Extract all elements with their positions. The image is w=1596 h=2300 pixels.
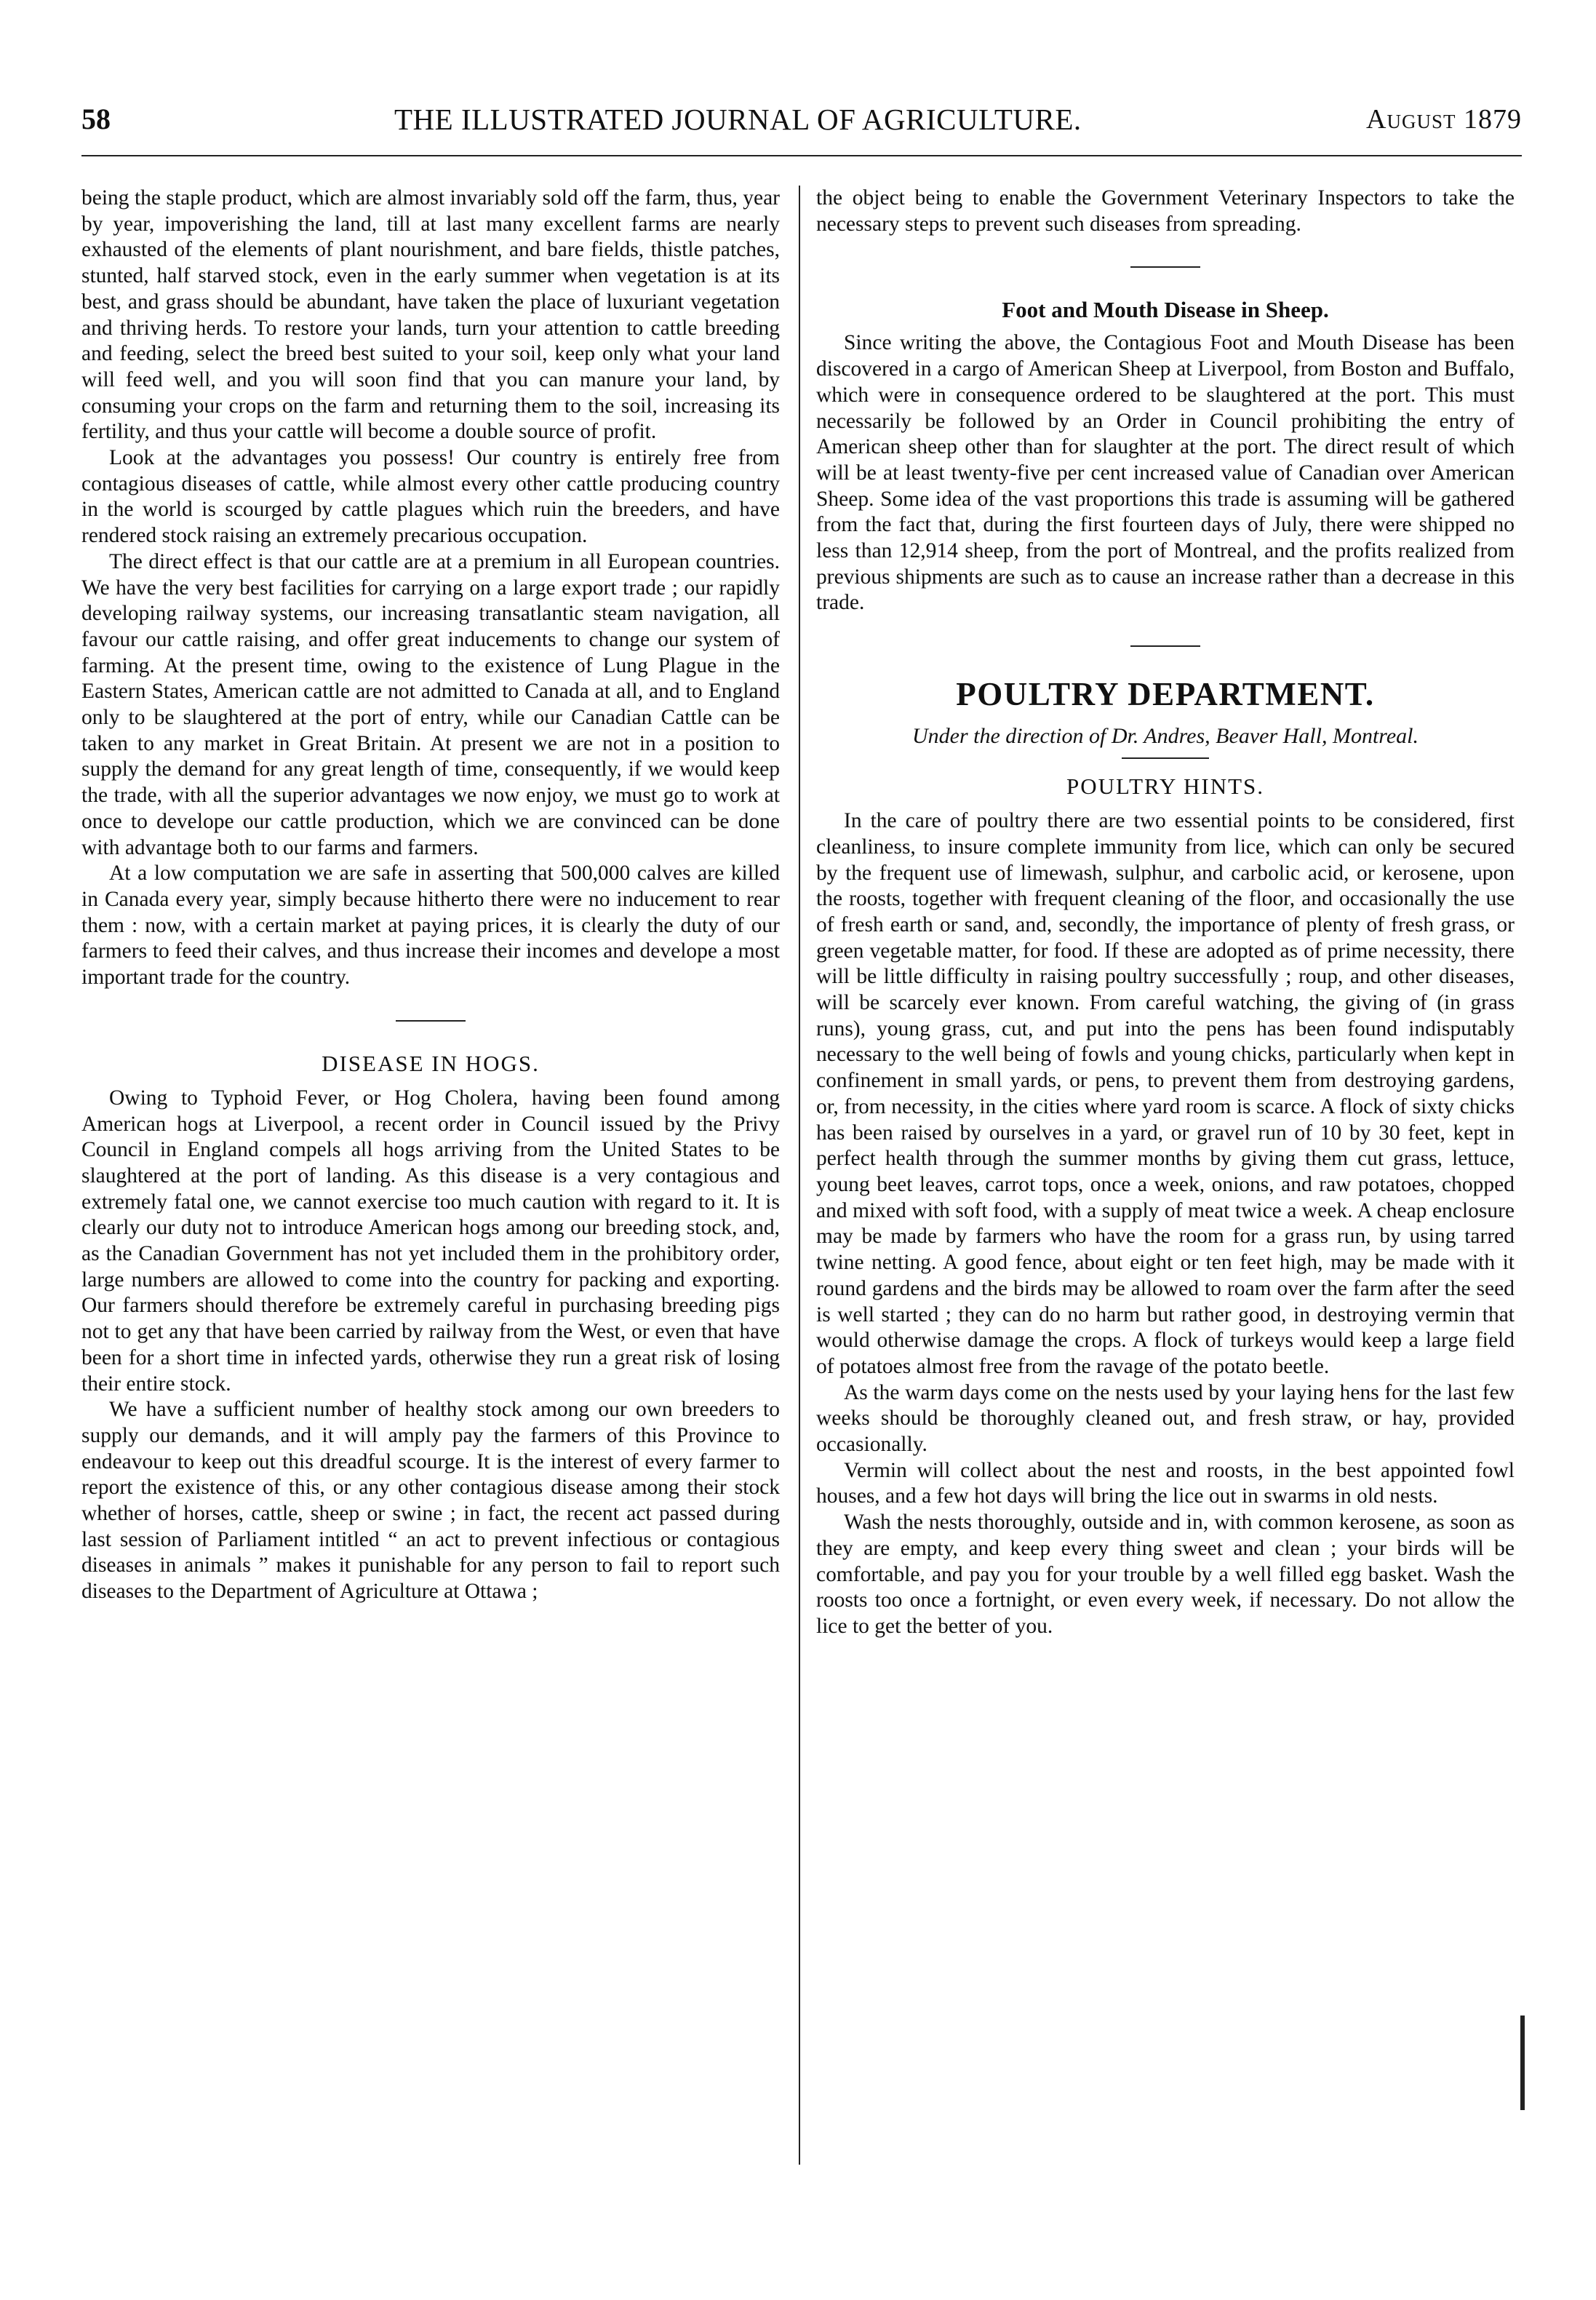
page-edge-mark <box>1520 2016 1525 2110</box>
department-rule <box>1122 757 1209 759</box>
article-paragraph: Since writing the above, the Contagious Foot and Mouth Disease has been discovered in a cargo of American Sheep at Liverpool, from Boston and Buffalo, which were in consequence ordered to be slaughtered at the port. This must necessarily be followed by an Order in Council prohibiting the entry of American sheep other than for slaughter at the port. The direct result of which will be at least twenty-five per cent increased value of Canadian over American Sheep. Some idea of the vast proportions this trade is assuming will be gathered from the fact that, during the first fourteen days of July, there were shipped no less than 12,914 sheep, from the port of Montreal, and the profits realized from previous shipments are such as to cause an increase rather than a decrease in this trade. <box>816 331 1515 615</box>
right-column <box>816 186 1515 1640</box>
article-paragraph: Wash the nests thoroughly, outside and in, with common kerosene, as soon as they are empty, and keep every thing sweet and clean ; your birds will be comfortable, and pay you for your trouble by a well filled egg basket. Wash the roosts too once a fortnight, or even every week, if necessary. Do not allow the lice to get the better of you. <box>816 1511 1515 1638</box>
article-paragraph: The direct effect is that our cattle are at a premium in all European countries. We have the very best facilities for carrying on a large export trade ; our rapidly developing railway systems, our increasing transatlantic steam navigation, all favour our cattle raising, and offer great inducements to change our system of farming. At the present time, owing to the existence of Lung Plague in the Eastern States, American cattle are not admitted to Canada at all, and to England only to be slaughtered at the port of entry, while our Canadian Cattle can be taken to any market in Great Britain. At present we are not in a position to supply the demand for any great length of time, consequently, if we would keep the trade, with all the superior advantages we now enjoy, we must go to work at once to develope our cattle production, which we are convinced can be done with advantage both to our farms and farmers. <box>81 549 780 859</box>
department-heading: POULTRY DEPARTMENT. <box>956 676 1375 713</box>
article-paragraph: Look at the advantages you possess! Our country is entirely free from contagious diseases of cattle, while almost every other cattle producing country in the world is scourged by cattle plagues which ruin the breeders, and have rendered stock raising an extremely precarious occupation. <box>81 446 780 548</box>
page-number: 58 <box>81 103 111 135</box>
section-heading-sheep: Foot and Mouth Disease in Sheep. <box>1002 297 1329 323</box>
section-heading-hogs: DISEASE IN HOGS. <box>322 1050 540 1076</box>
section-divider <box>1130 266 1200 268</box>
article-paragraph: Owing to Typhoid Fever, or Hog Cholera, having been found among American hogs at Liverpool, a recent order in Council issued by the Privy Council in England compels all hogs arriving from the United States to be slaughtered at the port of landing. As this disease is a very contagious and extremely fatal one, we cannot exercise too much caution with regard to it. It is clearly our duty not to introduce American hogs among our breeding stock, and, as the Canadian Government has not yet included them in the prohibitory order, large numbers are allowed to come into the country for packing and exporting. Our farmers should therefore be extremely careful in purchasing breeding pigs not to get any that have been carried by railway from the West, or even that have been for a short time in infected yards, otherwise they run a great risk of losing their entire stock. <box>81 1086 780 1396</box>
left-column <box>81 186 780 1605</box>
article-paragraph: As the warm days come on the nests used by your laying hens for the last few weeks should be thoroughly cleaned out, and fresh straw, or hay, provided occasionally. <box>816 1380 1515 1457</box>
section-divider <box>396 1020 466 1022</box>
journal-title: THE ILLUSTRATED JOURNAL OF AGRICULTURE. <box>394 103 1082 136</box>
article-paragraph: In the care of poultry there are two essential points to be considered, first cleanliness, to insure complete immunity from lice, which can only be secured by the frequent use of limewash, sulphur, and carbolic acid, or kerosene, upon the roosts, together with frequent cleaning of the floor, and occasionally the use of fresh earth or sand, and, secondly, the importance of plenty of fresh grass, or green vegetable matter, for food. If these are adopted as of prime necessity, there will be little difficulty in raising poultry successfully ; roup, and other diseases, will be scarcely ever known. From careful watching, the giving of (in grass runs), young grass, cut, and put into the pens has been found indisputably necessary to the well being of fowls and young chicks, particularly when kept in confinement in small yards, or pens, to prevent them from destroying gardens, or, from necessity, in the cities where yard room is scarce. A flock of sixty chicks has been raised by ourselves in a yard, or gravel run of 10 by 30 feet, kept in perfect health through the summer months by giving them cut grass, lettuce, young beet leaves, carrot tops, once a week, onions, and raw potatoes, chopped and mixed with soft food, with a supply of meat twice a week. A cheap enclosure may be made by farmers who have the room for a grass run, by using tarred twine netting. A good fence, about eight or ten feet high, may be made with it round gardens and the birds may be allowed to roam over the farm after the seed is well started ; they can do no harm but rather good, in destroying vermin that would otherwise damage the crops. A flock of turkeys would keep a large field of potatoes almost free from the ravage of the potato beetle. <box>816 809 1515 1378</box>
department-byline: Under the direction of Dr. Andres, Beaver Hall, Montreal. <box>911 724 1419 749</box>
article-paragraph: Vermin will collect about the nest and roosts, in the best appointed fowl houses, and a few hot days will bring the lice out in swarms in old nests. <box>816 1458 1515 1508</box>
article-paragraph: At a low computation we are safe in asserting that 500,000 calves are killed in Canada every year, simply because hitherto there were no inducement to rear them : now, with a certain market at paying prices, it is clearly the duty of our farmers to feed their calves, and thus increase their incomes and develope a most important trade for the country. <box>81 861 780 990</box>
section-heading-poultry-hints: POULTRY HINTS. <box>1066 773 1265 800</box>
issue-date: August 1879 <box>1366 104 1522 135</box>
article-paragraph: We have a sufficient number of healthy stock among our own breeders to supply our demands, and it will amply pay the farmers of this Province to endeavour to keep out this dreadful scourge. It is the interest of every farmer to report the existence of this, or any other contagious disease among their stock whether of horses, cattle, sheep or swine ; in fact, the recent act passed during last session of Parliament intitled “ an act to prevent infectious or contagious diseases in animals ” makes it punishable for any person to fail to report such diseases to the Department of Agriculture at Ottawa ; <box>81 1398 780 1604</box>
column-divider <box>799 186 800 2165</box>
header-rule <box>81 155 1522 156</box>
article-paragraph: the object being to enable the Government Veterinary Inspectors to take the necessary steps to prevent such diseases from spreading. <box>816 186 1515 236</box>
page-header <box>81 102 1522 146</box>
section-divider <box>1130 645 1200 647</box>
article-paragraph: being the staple product, which are almost invariably sold off the farm, thus, year by year, impoverishing the land, till at last many excellent farms are nearly exhausted of the elements of plant nourishment, and bare fields, thistle patches, stunted, half starved stock, even in the early summer when vegetation is at its best, and grass should be abundant, have taken the place of luxuriant vegetation and thriving herds. To restore your lands, turn your attention to cattle breeding and feeding, select the breed best suited to your soil, keep only what your land will feed well, and you will soon find that you can manure your land, by consuming your crops on the farm and returning them to the soil, increasing its fertility, and thus your cattle will become a double source of profit. <box>81 186 780 444</box>
